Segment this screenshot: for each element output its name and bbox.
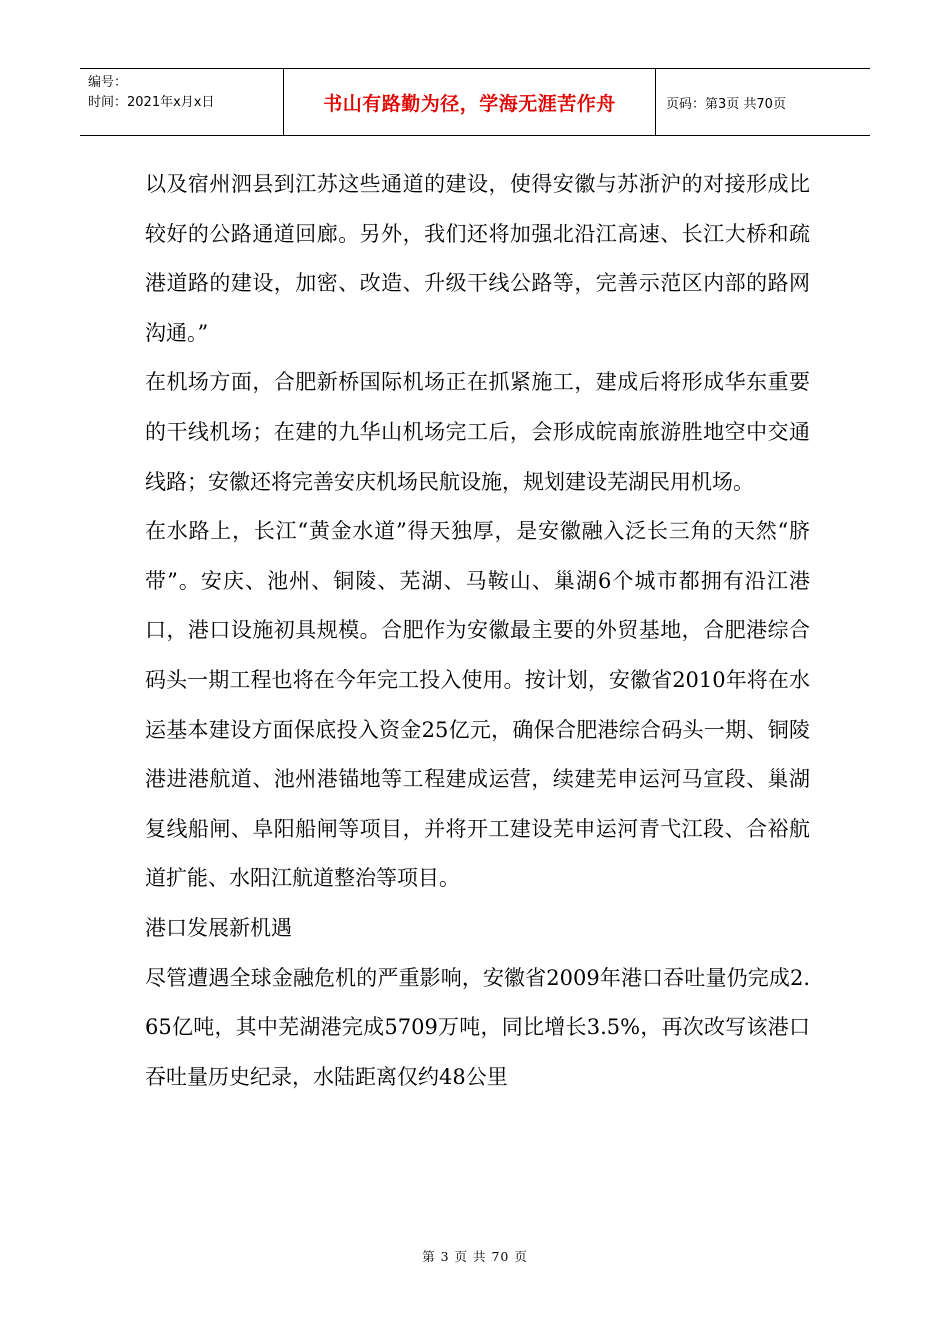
body-paragraph: 尽管遭遇全球金融危机的严重影响，安徽省2009年港口吞吐量仍完成2.65亿吨，其中芜湖港完成5709万吨，同比增长3.5%，再次改写该港口吞吐量历史纪录，水陆距离仅约48公里 bbox=[145, 965, 810, 1089]
page-header bbox=[80, 68, 870, 136]
body-paragraph: 以及宿州泗县到江苏这些通道的建设，使得安徽与苏浙沪的对接形成比较好的公路通道回廊。另外，我们还将加强北沿江高速、长江大桥和疏港道路的建设，加密、改造、升级干线公路等，完善示范区内部的路网沟通。” bbox=[145, 172, 810, 345]
page-footer: 第 3 页 共 70 页 bbox=[422, 1249, 528, 1264]
document-number-label: 编号： bbox=[88, 75, 128, 90]
section-heading: 港口发展新机遇 bbox=[145, 915, 292, 940]
document-time-label: 时间：2021年x月x日 bbox=[88, 95, 215, 110]
document-body bbox=[145, 160, 810, 1102]
body-paragraph: 在水路上，长江“黄金水道”得天独厚，是安徽融入泛长三角的天然“脐带”。安庆、池州、铜陵、芜湖、马鞍山、巢湖6个城市都拥有沿江港口，港口设施初具规模。合肥作为安徽最主要的外贸基地，合肥港综合码头一期工程也将在今年完工投入使用。按计划，安徽省2010年将在水运基本建设方面保底投入资金25亿元，确保合肥港综合码头一期、铜陵港进港航道、池州港锚地等工程建成运营，续建芜申运河马宣段、巢湖复线船闸、阜阳船闸等项目，并将开工建设芜申运河青弋江段、合裕航道扩能、水阳江航道整治等项目。 bbox=[145, 519, 810, 891]
header-meta bbox=[80, 69, 284, 135]
header-motto: 书山有路勤为径，学海无涯苦作舟 bbox=[284, 69, 656, 135]
header-page-info: 页码：第3页 共70页 bbox=[666, 96, 786, 112]
body-paragraph: 在机场方面，合肥新桥国际机场正在抓紧施工，建成后将形成华东重要的干线机场；在建的九华山机场完工后，会形成皖南旅游胜地空中交通线路；安徽还将完善安庆机场民航设施，规划建设芜湖民用机场。 bbox=[145, 370, 810, 494]
